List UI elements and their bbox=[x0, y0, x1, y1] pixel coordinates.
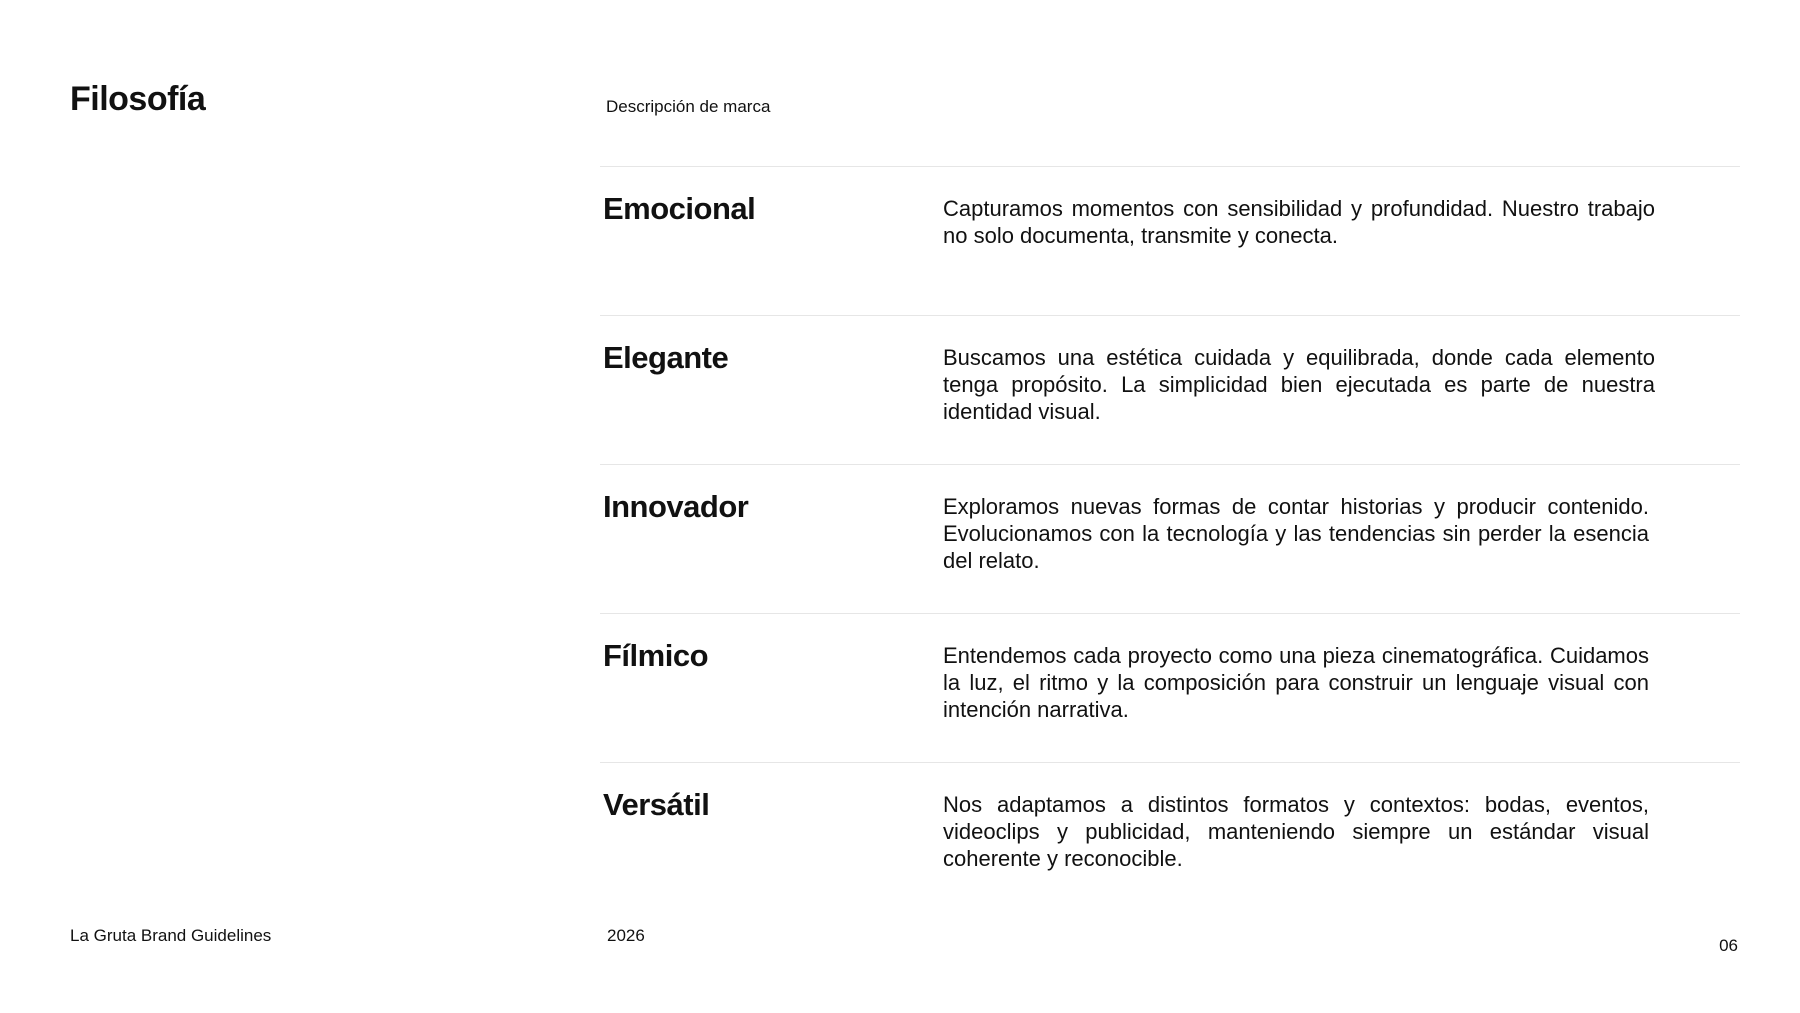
value-row-filmico bbox=[600, 613, 1740, 762]
value-row-elegante bbox=[600, 315, 1740, 464]
value-description: Capturamos momentos con sensibilidad y profundidad. Nuestro trabajo no solo documenta, transmite y conecta. bbox=[943, 196, 1655, 248]
footer-brand: La Gruta Brand Guidelines bbox=[70, 926, 272, 945]
brand-values-list bbox=[600, 166, 1740, 911]
footer-year: 2026 bbox=[607, 926, 645, 945]
page-title: Filosofía bbox=[70, 80, 206, 118]
value-description: Exploramos nuevas formas de contar historias y producir contenido. Evolucionamos con la tecnología y las tendencias sin perder la esencia del relato. bbox=[943, 494, 1649, 573]
value-description: Entendemos cada proyecto como una pieza cinematográfica. Cuidamos la luz, el ritmo y la composición para construir un lenguaje visual con intención narrativa. bbox=[943, 643, 1649, 722]
value-title: Versátil bbox=[603, 787, 710, 822]
value-description: Buscamos una estética cuidada y equilibrada, donde cada elemento tenga propósito. La simplicidad bien ejecutada es parte de nuestra identidad visual. bbox=[943, 345, 1655, 424]
value-title: Elegante bbox=[603, 340, 729, 375]
section-label: Descripción de marca bbox=[606, 97, 771, 116]
value-row-emocional bbox=[600, 166, 1740, 315]
value-row-versatil bbox=[600, 762, 1740, 911]
page-number: 06 bbox=[1719, 936, 1738, 955]
value-row-innovador bbox=[600, 464, 1740, 613]
value-title: Fílmico bbox=[603, 638, 709, 673]
value-title: Innovador bbox=[603, 489, 749, 524]
value-title: Emocional bbox=[603, 191, 756, 226]
value-description: Nos adaptamos a distintos formatos y contextos: bodas, eventos, videoclips y publicidad, manteniendo siempre un estándar visual coherente y reconocible. bbox=[943, 792, 1649, 871]
